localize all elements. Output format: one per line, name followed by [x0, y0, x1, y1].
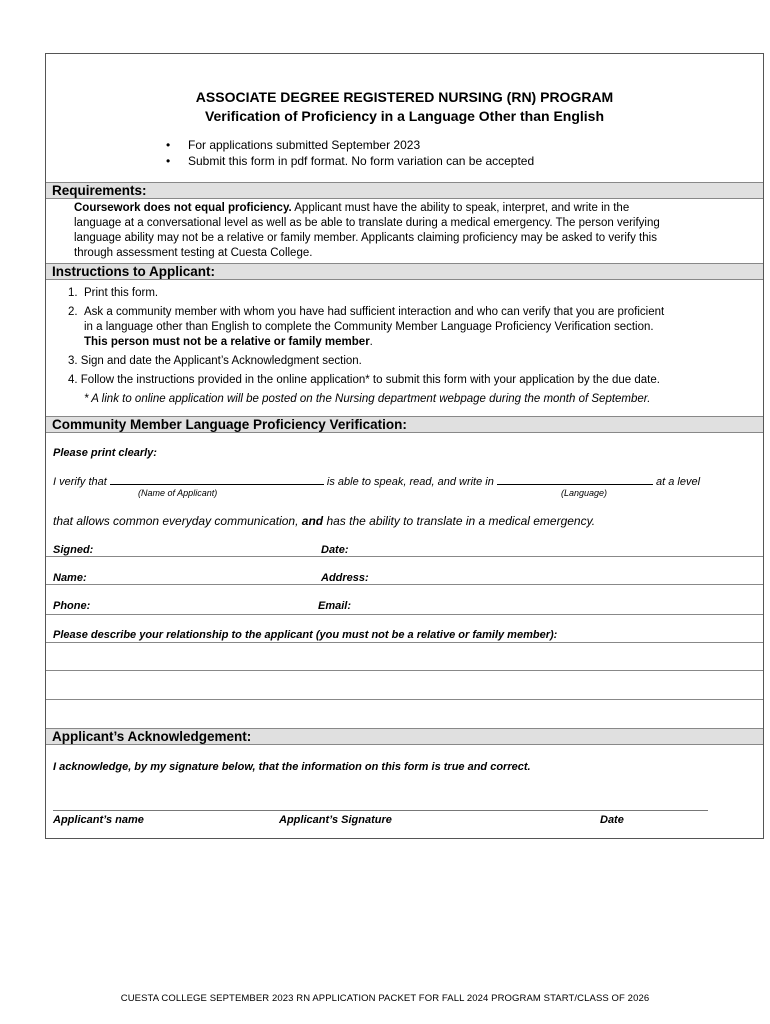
bullet-item: • Submit this form in pdf format. No form variation can be accepted	[166, 153, 534, 169]
requirements-line: language at a conversational level as well as be able to translate during a medical emergency. The person verifying	[74, 217, 660, 229]
email-label: Email:	[318, 600, 352, 612]
instruction-text: Print this form.	[84, 287, 159, 299]
bullet-item: • For applications submitted September 2023	[166, 137, 534, 153]
instruction-text: Ask a community member with whom you have had sufficient interaction and who can verify that you are proficient	[84, 306, 665, 318]
communication-text: that allows common everyday communication,	[53, 514, 302, 528]
acknowledgement-heading: Applicant’s Acknowledgement:	[46, 728, 763, 745]
language-field[interactable]	[497, 473, 653, 485]
address-label: Address:	[321, 572, 369, 584]
signed-label: Signed:	[53, 544, 94, 556]
instruction-3: 3. Sign and date the Applicant’s Acknowledgment section.	[68, 355, 362, 367]
communication-text: has the ability to translate in a medical emergency.	[323, 514, 596, 528]
date-label: Date:	[321, 544, 349, 556]
verify-prefix: I verify that	[53, 476, 107, 488]
acknowledgement-statement: I acknowledge, by my signature below, that the information on this form is true and correct.	[53, 761, 531, 773]
relationship-line-2[interactable]	[46, 670, 763, 671]
instruction-text: .	[369, 336, 373, 348]
proficiency-form	[45, 53, 764, 839]
phone-email-line[interactable]	[46, 614, 763, 615]
name-label: Name:	[53, 572, 87, 584]
verify-suffix: at a level	[655, 476, 701, 488]
instruction-1	[68, 286, 158, 301]
acknowledgement-date-label: Date	[600, 814, 624, 826]
requirements-text	[74, 201, 660, 261]
communication-and: and	[301, 514, 324, 528]
relationship-line-1[interactable]	[46, 642, 763, 643]
instruction-text: in a language other than English to complete the Community Member Language Proficiency Verification section.	[84, 321, 654, 333]
signature-line[interactable]	[53, 810, 708, 811]
language-caption: (Language)	[561, 488, 608, 498]
relationship-line-3[interactable]	[46, 699, 763, 700]
name-address-line[interactable]	[46, 584, 763, 585]
requirements-heading: Requirements:	[46, 182, 763, 199]
instruction-number: 2.	[68, 306, 78, 318]
requirements-line: language ability may not be a relative or family member. Applicants claiming proficiency may be asked to verify this	[74, 232, 657, 244]
program-title: ASSOCIATE DEGREE REGISTERED NURSING (RN) PROGRAM	[195, 89, 614, 105]
form-title: Verification of Proficiency in a Language Other than English	[204, 108, 605, 124]
name-of-applicant-caption: (Name of Applicant)	[138, 488, 218, 498]
online-link-note: * A link to online application will be posted on the Nursing department webpage during the month of September.	[84, 393, 651, 405]
verify-middle: is able to speak, read, and write in	[326, 476, 494, 488]
applicant-name-field[interactable]	[110, 473, 324, 485]
requirements-line: through assessment testing at Cuesta College.	[74, 247, 313, 259]
requirements-bold-lead: Coursework does not equal proficiency.	[74, 202, 292, 214]
instructions-heading: Instructions to Applicant:	[46, 263, 763, 280]
instruction-number: 1.	[68, 287, 78, 299]
applicant-name-label: Applicant’s name	[53, 814, 144, 826]
submission-notes	[166, 137, 534, 169]
print-clearly-label: Please print clearly:	[53, 447, 157, 459]
page-footer: CUESTA COLLEGE SEPTEMBER 2023 RN APPLICATION PACKET FOR FALL 2024 PROGRAM START/CLASS OF 2026	[120, 993, 650, 1004]
verification-heading: Community Member Language Proficiency Verification:	[46, 416, 763, 433]
relationship-label: Please describe your relationship to the applicant (you must not be a relative or family member):	[53, 629, 558, 641]
requirements-line: Applicant must have the ability to speak, interpret, and write in the	[291, 202, 630, 214]
instruction-2	[68, 305, 664, 350]
phone-label: Phone:	[53, 600, 91, 612]
communication-statement	[53, 514, 595, 529]
instruction-bold: This person must not be a relative or family member	[84, 336, 370, 348]
instruction-4: 4. Follow the instructions provided in the online application* to submit this form with your application by the due date.	[68, 374, 660, 386]
signed-date-line[interactable]	[46, 556, 763, 557]
applicant-signature-label: Applicant’s Signature	[279, 814, 392, 826]
